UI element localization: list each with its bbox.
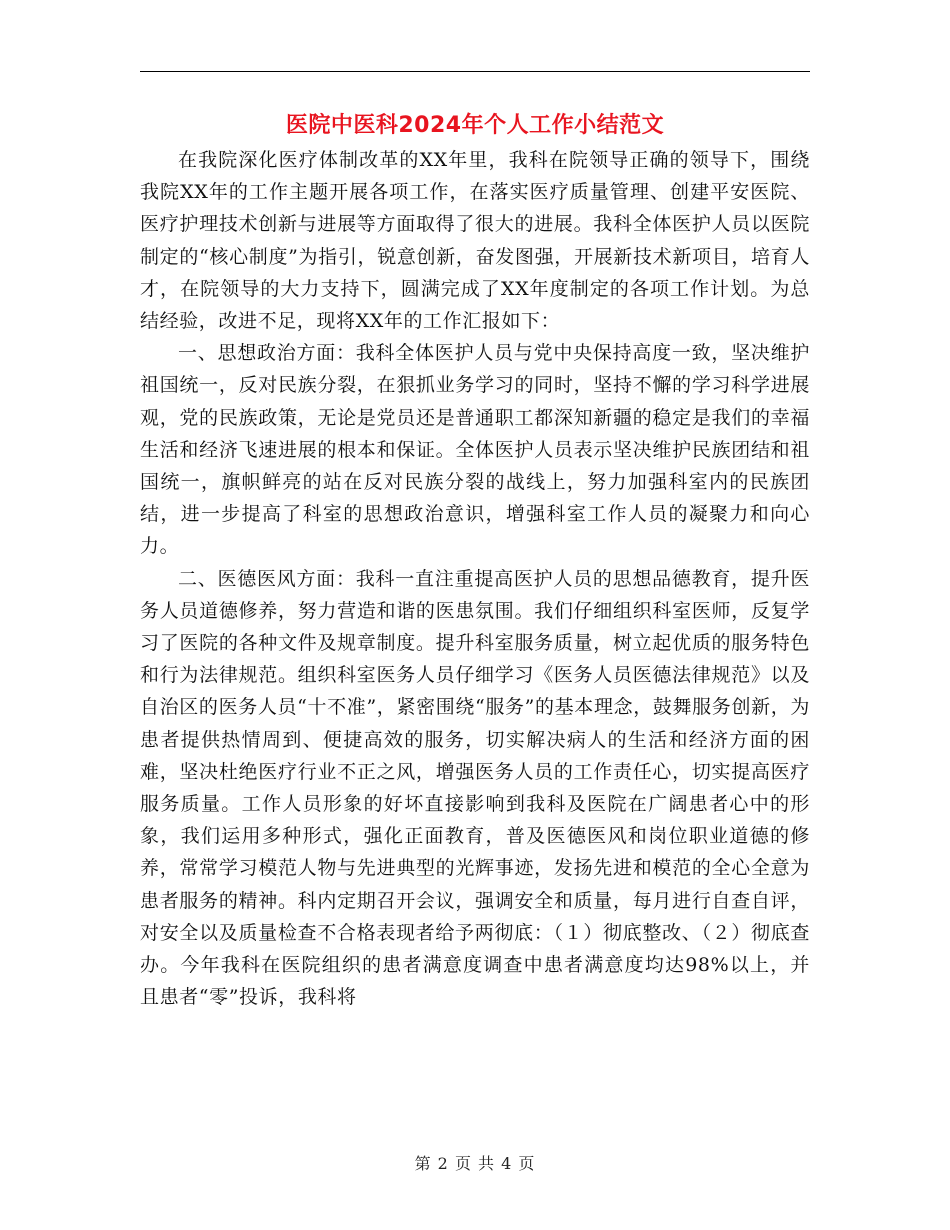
document-body xyxy=(140,144,810,1013)
paragraph-political: 一、思想政治方面：我科全体医护人员与党中央保持高度一致，坚决维护祖国统一，反对民族分裂，在狠抓业务学习的同时，坚持不懈的学习科学进展观，党的民族政策，无论是党员还是普通职工都深知新疆的稳定是我们的幸福生活和经济飞速进展的根本和保证。全体医护人员表示坚决维护民族团结和祖国统一，旗帜鲜亮的站在反对民族分裂的战线上，努力加强科室内的民族团结，进一步提高了科室的思想政治意识，增强科室工作人员的凝聚力和向心力。 xyxy=(140,342,810,558)
paragraph-ethics: 二、医德医风方面：我科一直注重提高医护人员的思想品德教育，提升医务人员道德修养，努力营造和谐的医患氛围。我们仔细组织科室医师，反复学习了医院的各种文件及规章制度。提升科室服务质量，树立起优质的服务特色和行为法律规范。组织科室医务人员仔细学习《医务人员医德法律规范》以及自治区的医务人员“十不准”，紧密围绕“服务”的基本理念，鼓舞服务创新，为患者提供热情周到、便捷高效的服务，切实解决病人的生活和经济方面的困难，坚决杜绝医疗行业不正之风，增强医务人员的工作责任心，切实提高医疗服务质量。工作人员形象的好坏直接影响到我科及医院在广阔患者心中的形象，我们运用多种形式，强化正面教育，普及医德医风和岗位职业道德的修养，常常学习模范人物与先进典型的光辉事迹，发扬先进和模范的全心全意为患者服务的精神。科内定期召开会议，强调安全和质量，每月进行自查自评，对安全以及质量检查不合格表现者给予两彻底：（１）彻底整改、（２）彻底查办。今年我科在医院组织的患者满意度调查中患者满意度均达98%以上，并且患者“零”投诉，我科将 xyxy=(140,567,810,1009)
page-number: 第 2 页 共 4 页 xyxy=(414,1154,536,1173)
document-title: 医院中医科2024年个人工作小结范文 xyxy=(285,113,665,138)
paragraph-intro: 在我院深化医疗体制改革的XX年里，我科在院领导正确的领导下，围绕我院XX年的工作主题开展各项工作，在落实医疗质量管理、创建平安医院、医疗护理技术创新与进展等方面取得了很大的进展。我科全体医护人员以医院制定的“核心制度”为指引，锐意创新，奋发图强，开展新技术新项目，培育人才，在院领导的大力支持下，圆满完成了XX年度制定的各项工作计划。为总结经验，改进不足，现将XX年的工作汇报如下： xyxy=(140,149,810,333)
header-rule xyxy=(140,71,810,72)
